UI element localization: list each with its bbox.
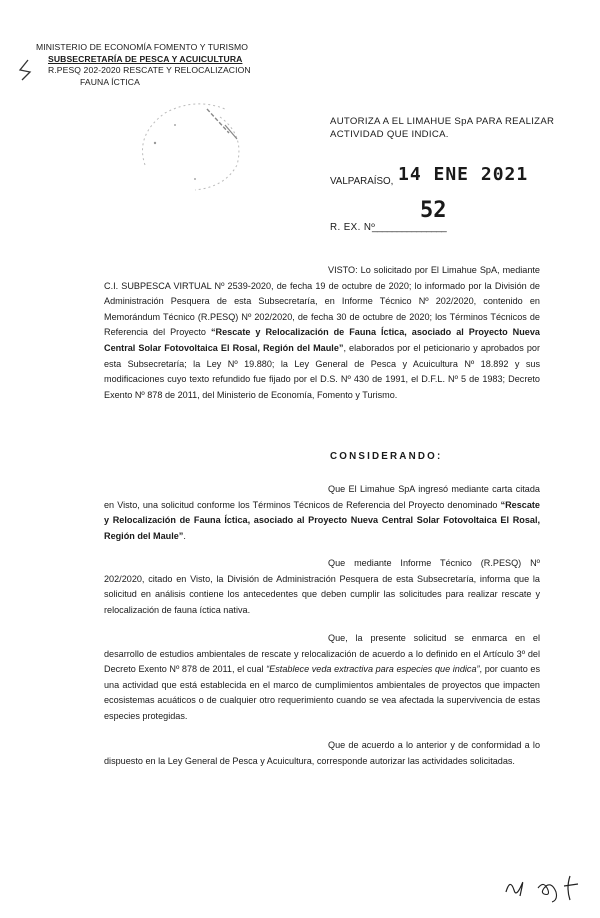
visto-text-1: Lo solicitado por El Limahue SpA, mediante C.I. SUBPESCA VIRTUAL Nº 2539-2020, de fecha 19 de octubre de 2020; lo informado por la División de Administración Pesquera de esta Subsecretaría, en Informe Técnico Nº 202/2020, contenido en Memorándum Técnico (R.PESQ) Nº 202/2020, de fecha 30 de octubre de 2020; los Términos Técnicos de Referencia del Proyecto (104, 265, 540, 338)
resolution-subject: AUTORIZA A EL LIMAHUE SpA PARA REALIZAR ACTIVIDAD QUE INDICA. (330, 116, 555, 140)
considerando-3-end: , por cuanto es una actividad que está establecida en el marco de cumplimientos ambientales de proyectos que impacten ecosistemas acuáticos o de cualquier otro requerimiento cuando se vea afectada la supervivencia de estas especies protegidas. (104, 664, 540, 721)
visto-paragraph (104, 263, 540, 403)
considerando-3-quote: “Establece veda extractiva para especies que indica” (266, 664, 480, 675)
resolution-date-stamp: 14 ENE 2021 (398, 164, 529, 185)
considerando-1-end: . (183, 530, 186, 541)
considerando-heading: CONSIDERANDO: (330, 451, 443, 462)
considerando-1-project: “Rescate y Relocalización de Fauna Íctica, asociado al Proyecto Nueva Central Solar Fotovoltaica El Rosal, Región del Maule” (104, 499, 540, 541)
visto-label: VISTO: (328, 265, 358, 275)
considerando-2 (104, 556, 540, 618)
considerando-3-lead: Que, la presente solicitud se enmarca en el (328, 633, 540, 643)
faded-stamp-icon (125, 95, 265, 195)
considerando-1-text: citada en Visto, una solicitud conforme los Términos Técnicos de Referencia del Proyecto denominado (104, 484, 540, 510)
place-label: VALPARAÍSO, (330, 176, 394, 187)
considerando-4-text: lo dispuesto en la Ley General de Pesca y Acuicultura, corresponde autorizar las actividades solicitadas. (104, 740, 540, 766)
considerando-3 (104, 631, 540, 725)
rex-label: R. EX. Nº (330, 222, 376, 233)
considerando-4-lead: Que de acuerdo a lo anterior y de conformidad a (328, 740, 530, 750)
considerando-1-lead: Que El Limahue SpA ingresó mediante carta (328, 484, 513, 494)
considerando-2-lead: Que mediante Informe Técnico (R.PESQ) Nº (328, 558, 540, 568)
considerando-3-text: desarrollo de estudios ambientales de rescate y relocalización de acuerdo a lo definido en el Artículo 3º del Decreto Exento Nº 878 de 2011, el cual (104, 648, 540, 675)
subsecretaria-name: SUBSECRETARÍA DE PESCA Y ACUICULTURA (48, 53, 243, 64)
visto-text-2: , elaborados por el peticionario y aprobados por esta Subsecretaría; la Ley Nº 19.880; la Ley General de Pesca y Acuicultura Nº 18.892 y sus modificaciones cuyo texto refundido fue fijado por el D.S. Nº 430 de 1991, el D.F.L. Nº 5 de 1983; Decreto Exento Nº 878 de 2011, del Ministerio de Economía, Fomento y Turismo. (104, 342, 540, 400)
visto-project-name: “Rescate y Relocalización de Fauna Íctica, asociado al Proyecto Nueva Central Solar Fotovoltaica El Rosal, Región del Maule” (104, 327, 540, 353)
considerando-2-text: 202/2020, citado en Visto, la División de Administración Pesquera de esta Subsecretaría, informa que la solicitud en análisis contiene los antecedentes que deben cumplir las solicitudes para realizar rescate y relocalización de fauna íctica nativa. (104, 573, 540, 615)
letterhead (36, 42, 251, 88)
rex-number-line: _______________ (372, 222, 447, 233)
rex-number-stamp: 52 (420, 198, 447, 223)
margin-mark-icon (16, 58, 36, 82)
file-reference: R.PESQ 202-2020 RESCATE Y RELOCALIZACION (48, 65, 251, 75)
considerando-4 (104, 738, 540, 769)
considerando-1 (104, 482, 540, 544)
ministry-name: MINISTERIO DE ECONOMÍA FOMENTO Y TURISMO (36, 42, 249, 52)
initials-signature-icon (500, 870, 590, 906)
file-reference-cont: FAUNA ÍCTICA (80, 76, 140, 87)
